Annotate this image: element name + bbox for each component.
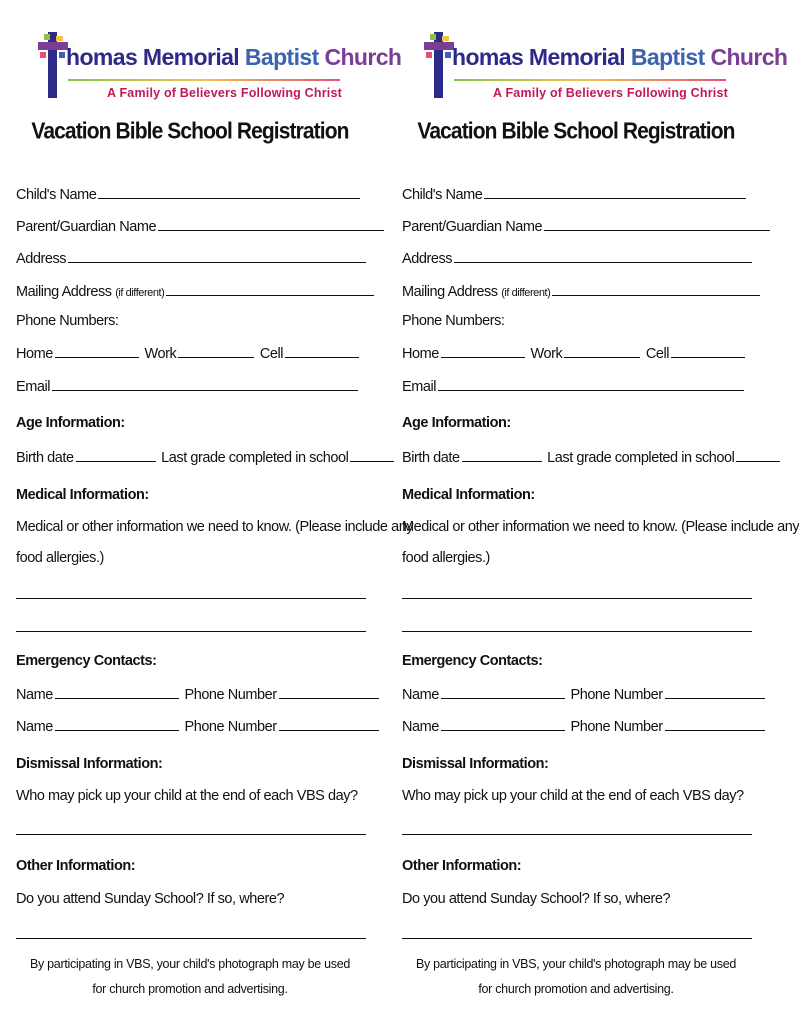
- childs-name-field[interactable]: Child's Name: [402, 184, 748, 204]
- age-heading: Age Information:: [402, 415, 511, 431]
- emergency-contact-2[interactable]: Name Phone Number: [402, 716, 767, 736]
- church-header: [396, 28, 788, 108]
- medical-line-2[interactable]: [16, 631, 366, 632]
- childs-name-field[interactable]: Child's Name: [16, 184, 362, 204]
- medical-instructions-2: food allergies.): [16, 550, 104, 566]
- email-field[interactable]: Email: [16, 376, 360, 396]
- header-divider: [454, 79, 726, 81]
- sunday-school-question: Do you attend Sunday School? If so, where?: [16, 891, 285, 907]
- phone-fields[interactable]: Home Work Cell: [402, 343, 747, 363]
- email-field[interactable]: Email: [402, 376, 746, 396]
- dismissal-question: Who may pick up your child at the end of each VBS day?: [16, 788, 358, 804]
- photo-consent-note-2: for church promotion and advertising.: [92, 982, 288, 996]
- address-field[interactable]: Address: [402, 248, 754, 268]
- sunday-school-line[interactable]: [402, 938, 752, 939]
- photo-consent-note-2: for church promotion and advertising.: [478, 982, 674, 996]
- registration-form-right: [396, 0, 799, 1024]
- dismissal-line[interactable]: [16, 834, 366, 835]
- mailing-address-field[interactable]: Mailing Address (if different): [16, 281, 376, 302]
- church-name: homas Memorial Baptist Church: [66, 44, 402, 70]
- form-title: Vacation Bible School Registration: [31, 118, 349, 145]
- medical-instructions-1: Medical or other information we need to know. (Please include any: [402, 519, 799, 535]
- church-name: homas Memorial Baptist Church: [452, 44, 788, 70]
- medical-line-2[interactable]: [402, 631, 752, 632]
- dismissal-line[interactable]: [402, 834, 752, 835]
- emergency-contact-1[interactable]: Name Phone Number: [16, 684, 381, 704]
- emergency-heading: Emergency Contacts:: [402, 653, 543, 669]
- phone-fields[interactable]: Home Work Cell: [16, 343, 361, 363]
- dismissal-heading: Dismissal Information:: [16, 756, 163, 772]
- tagline: A Family of Believers Following Christ: [107, 86, 342, 100]
- medical-line-1[interactable]: [16, 598, 366, 599]
- mailing-address-field[interactable]: Mailing Address (if different): [402, 281, 762, 302]
- sunday-school-question: Do you attend Sunday School? If so, where?: [402, 891, 671, 907]
- other-heading: Other Information:: [402, 858, 522, 874]
- parent-name-field[interactable]: Parent/Guardian Name: [16, 216, 386, 236]
- photo-consent-note-1: By participating in VBS, your child's photograph may be used: [416, 957, 736, 971]
- photo-consent-note-1: By participating in VBS, your child's photograph may be used: [30, 957, 350, 971]
- form-title: Vacation Bible School Registration: [417, 118, 735, 145]
- dismissal-heading: Dismissal Information:: [402, 756, 549, 772]
- dismissal-question: Who may pick up your child at the end of each VBS day?: [402, 788, 744, 804]
- emergency-contact-1[interactable]: Name Phone Number: [402, 684, 767, 704]
- phone-numbers-label: Phone Numbers:: [16, 313, 119, 329]
- phone-numbers-label: Phone Numbers:: [402, 313, 505, 329]
- header-divider: [68, 79, 340, 81]
- other-heading: Other Information:: [16, 858, 136, 874]
- emergency-heading: Emergency Contacts:: [16, 653, 157, 669]
- sunday-school-line[interactable]: [16, 938, 366, 939]
- age-fields[interactable]: Birth date Last grade completed in school: [16, 447, 396, 467]
- parent-name-field[interactable]: Parent/Guardian Name: [402, 216, 772, 236]
- emergency-contact-2[interactable]: Name Phone Number: [16, 716, 381, 736]
- medical-heading: Medical Information:: [402, 487, 535, 503]
- age-fields[interactable]: Birth date Last grade completed in school: [402, 447, 782, 467]
- medical-instructions-2: food allergies.): [402, 550, 490, 566]
- address-field[interactable]: Address: [16, 248, 368, 268]
- church-header: [10, 28, 402, 108]
- tagline: A Family of Believers Following Christ: [493, 86, 728, 100]
- medical-instructions-1: Medical or other information we need to know. (Please include any: [16, 519, 414, 535]
- age-heading: Age Information:: [16, 415, 125, 431]
- medical-line-1[interactable]: [402, 598, 752, 599]
- registration-form-left: [10, 0, 414, 1024]
- medical-heading: Medical Information:: [16, 487, 149, 503]
